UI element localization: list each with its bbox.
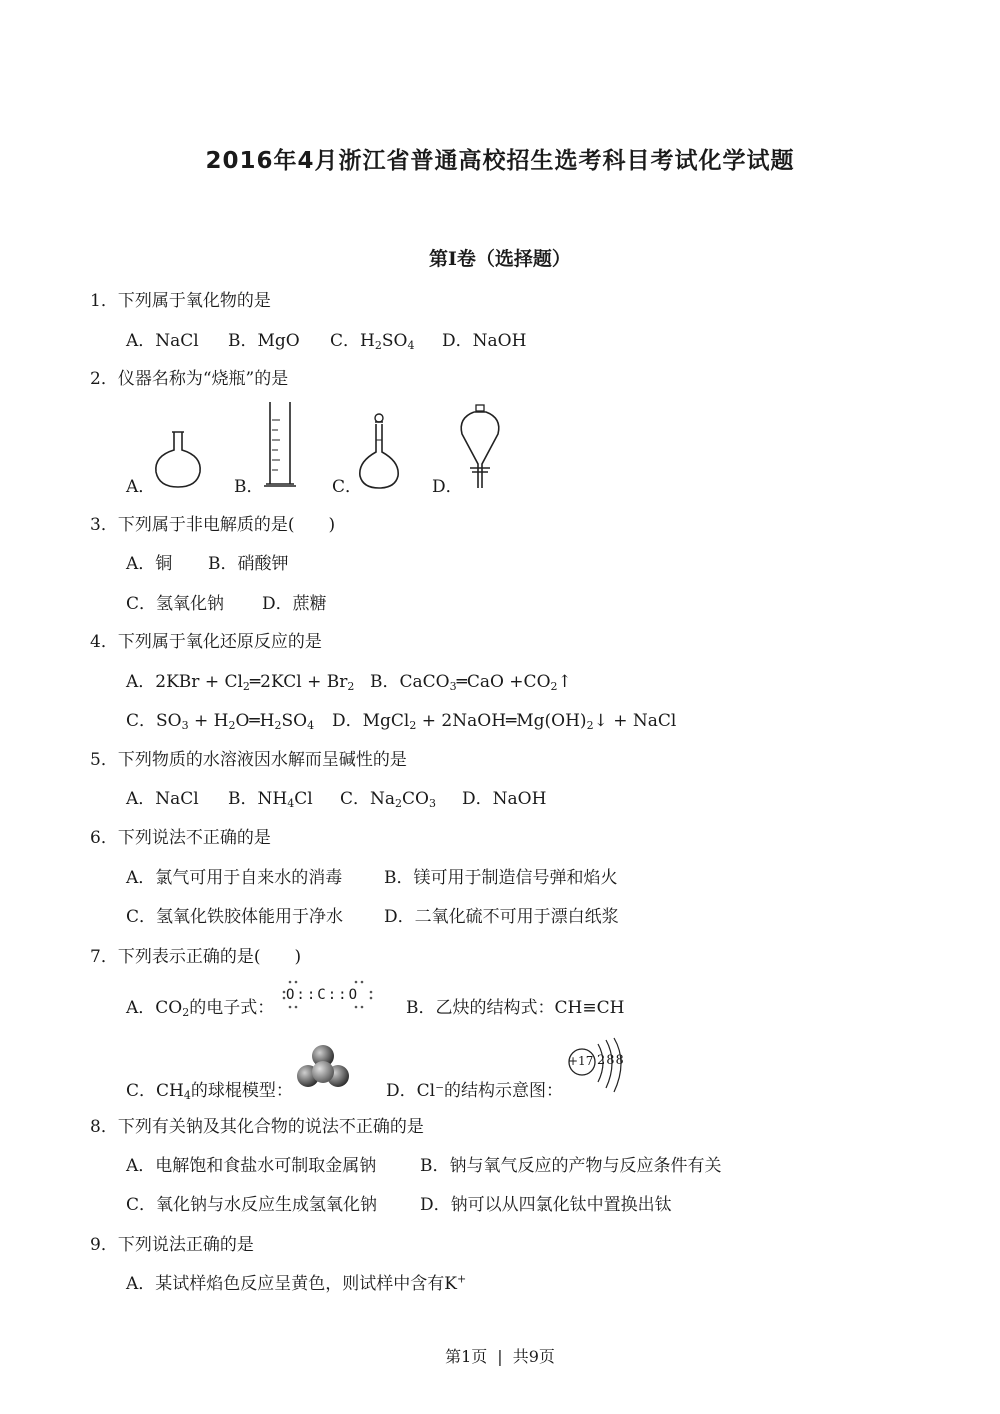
- question-1-stem: 1．下列属于氧化物的是: [90, 291, 271, 311]
- q3-option-b: B．硝酸钾: [208, 554, 289, 574]
- q2-option-d: D．: [432, 477, 463, 497]
- q4-option-c: C．$SO_3$ + $H_2O═H_2SO_4$: [126, 711, 315, 732]
- co2-lone-pair-dots: [282, 980, 374, 1010]
- graduated-cylinder-icon: [262, 400, 302, 490]
- q6-option-c: C．氢氧化铁胶体能用于净水: [126, 907, 344, 927]
- co2-electron-formula: O::C::O: [286, 987, 360, 1003]
- q8-option-d: D．钠可以从四氯化钛中置换出钛: [420, 1195, 672, 1215]
- q7-option-c: C．$CH_4$的球棍模型：: [126, 1081, 293, 1102]
- q2-option-c: C．: [332, 477, 363, 497]
- footer-separator: |: [497, 1347, 503, 1366]
- page-total: 共9页: [512, 1347, 555, 1366]
- q1-option-a: A．NaCl: [126, 331, 199, 351]
- q4-option-d: D．MgCl$_2$ + $2NaOH═Mg(OH)_2↓$ + NaCl: [332, 711, 677, 732]
- question-4-stem: 4．下列属于氧化还原反应的是: [90, 632, 322, 652]
- q5-option-d: D．NaOH: [462, 789, 547, 809]
- q8-option-b: B．钠与氧气反应的产物与反应条件有关: [420, 1156, 722, 1176]
- question-7-stem: 7．下列表示正确的是( ): [90, 947, 302, 967]
- page-number: 第1页: [445, 1347, 488, 1366]
- q1-option-d: D．NaOH: [442, 331, 527, 351]
- question-5-stem: 5．下列物质的水溶液因水解而呈碱性的是: [90, 750, 407, 770]
- q5-option-c: C．$Na_2CO_3$: [340, 789, 436, 810]
- page-title: 2016年4月浙江省普通高校招生选考科目考试化学试题: [205, 148, 795, 174]
- question-9-stem: 9．下列说法正确的是: [90, 1235, 254, 1255]
- q5-option-a: A．NaCl: [126, 789, 199, 809]
- q2-option-a: A．: [126, 477, 156, 497]
- q8-option-a: A．电解饱和食盐水可制取金属钠: [126, 1156, 377, 1176]
- question-2-stem: 2．仪器名称为“烧瓶”的是: [90, 369, 289, 389]
- page-footer: [0, 1344, 1000, 1367]
- volumetric-flask-icon: [356, 412, 402, 490]
- q7-option-a: A．$CO_2$的电子式：: [126, 998, 275, 1019]
- q1-option-c: C．$H_2SO_4$: [330, 331, 415, 352]
- question-6-stem: 6．下列说法不正确的是: [90, 828, 271, 848]
- q7-option-d: D．Cl⁻的结构示意图：: [386, 1081, 564, 1101]
- q6-option-a: A．氯气可用于自来水的消毒: [126, 868, 343, 888]
- section-heading: 第Ⅰ卷（选择题）: [429, 248, 571, 270]
- q3-option-a: A．铜: [126, 554, 173, 574]
- q3-option-d: D．蔗糖: [262, 594, 327, 614]
- question-8-stem: 8．下列有关钠及其化合物的说法不正确的是: [90, 1117, 424, 1137]
- q4-option-b: B．CaCO$_3$═CaO $+CO_2↑$: [370, 672, 572, 693]
- chlorine-nucleus-label: +17: [568, 1054, 594, 1068]
- round-flask-icon: [150, 430, 206, 490]
- q3-option-c: C．氢氧化钠: [126, 594, 225, 614]
- q5-option-b: B．$NH_4Cl$: [228, 789, 313, 810]
- question-3-stem: 3．下列属于非电解质的是( ): [90, 515, 336, 535]
- q1-option-b: B．MgO: [228, 331, 300, 351]
- q4-option-a: A．$2KBr + Cl_2═2KCl + Br_2$: [126, 672, 355, 693]
- chlorine-shell-electrons: 288: [597, 1053, 625, 1068]
- q6-option-d: D．二氧化硫不可用于漂白纸浆: [384, 907, 619, 927]
- q8-option-c: C．氧化钠与水反应生成氢氧化钠: [126, 1195, 378, 1215]
- q2-option-b: B．: [234, 477, 264, 497]
- separatory-funnel-icon: [458, 404, 502, 490]
- q9-option-a: A．某试样焰色反应呈黄色，则试样中含有K+: [126, 1272, 467, 1294]
- methane-model-icon: [296, 1044, 350, 1092]
- q7-option-b: B．乙炔的结构式：CH≡CH: [406, 998, 625, 1018]
- q6-option-b: B．镁可用于制造信号弹和焰火: [384, 868, 618, 888]
